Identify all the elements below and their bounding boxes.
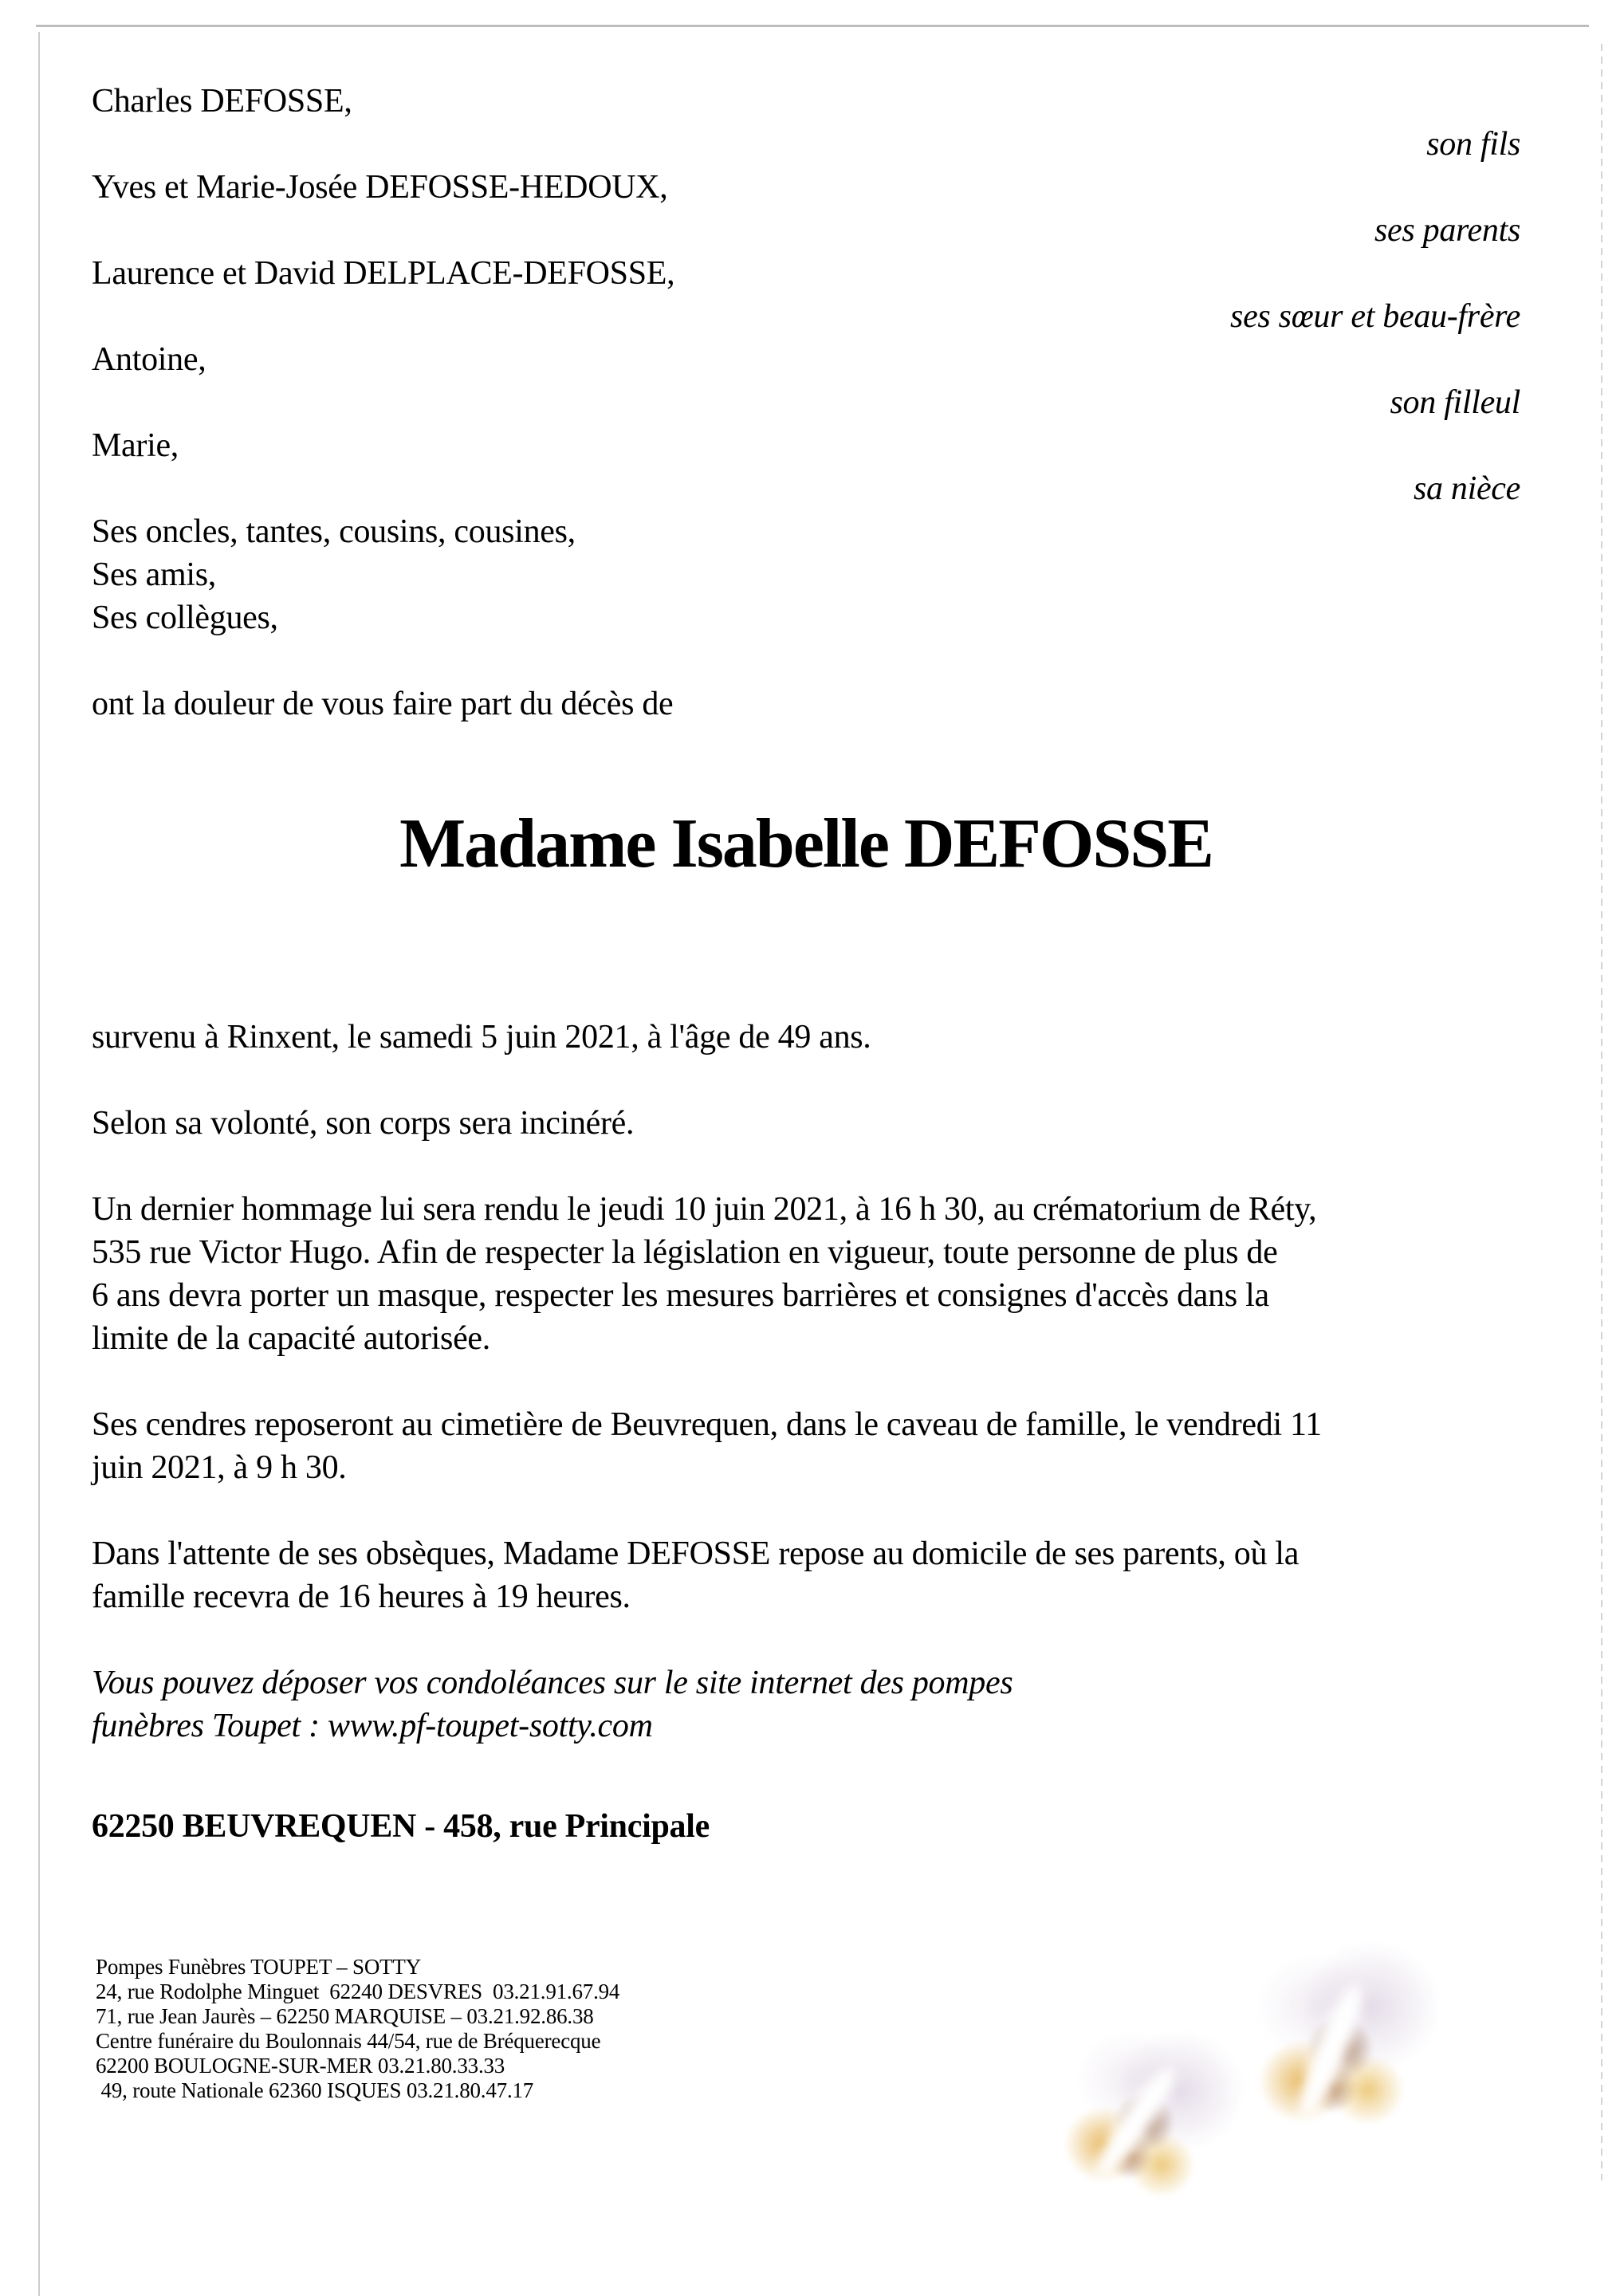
condolences-line: funèbres Toupet : www.pf-toupet-sotty.com <box>92 1708 653 1744</box>
announcer-relation: son fils <box>1426 126 1520 163</box>
scan-edge-top <box>36 25 1589 27</box>
paragraph-line: juin 2021, à 9 h 30. <box>92 1449 347 1486</box>
paragraph-line: Un dernier hommage lui sera rendu le jeudi 10 juin 2021, à 16 h 30, au crématorium de Réty, <box>92 1191 1317 1228</box>
paragraph-line: limite de la capacité autorisée. <box>92 1320 490 1357</box>
funeral-home-address: 24, rue Rodolphe Minguet 62240 DESVRES 03.21.91.67.94 <box>96 1980 620 2003</box>
cremation-wish-paragraph <box>92 1102 1520 1145</box>
funeral-home-footer <box>96 1955 619 2103</box>
flower-decoration-right <box>1225 1936 1448 2169</box>
paragraph-line: famille recevra de 16 heures à 19 heures. <box>92 1578 631 1615</box>
tribute-ceremony-paragraph <box>92 1188 1520 1360</box>
announcement-intro-line: ont la douleur de vous faire part du décès de <box>92 686 674 722</box>
announcer-relation: son filleul <box>1390 384 1520 421</box>
scan-edge-right <box>1601 44 1602 2180</box>
announcer-relation: sa nièce <box>1413 470 1520 507</box>
announcer-name: Antoine, <box>92 341 206 378</box>
announcer-name: Marie, <box>92 427 179 464</box>
paragraph-line: Selon sa volonté, son corps sera incinéré. <box>92 1105 635 1142</box>
announcement-body <box>92 80 1520 1848</box>
funeral-home-address: Centre funéraire du Boulonnais 44/54, rue de Bréquerecque <box>96 2029 601 2053</box>
deceased-name-title: Madame Isabelle DEFOSSE <box>399 805 1213 883</box>
paragraph-line: Dans l'attente de ses obsèques, Madame DEFOSSE repose au domicile de ses parents, où la <box>92 1535 1300 1572</box>
paragraph-line: 535 rue Victor Hugo. Afin de respecter la législation en vigueur, toute personne de plus de <box>92 1234 1278 1271</box>
announcer-name: Laurence et David DELPLACE-DEFOSSE, <box>92 255 675 292</box>
paragraph-line: survenu à Rinxent, le samedi 5 juin 2021, à l'âge de 49 ans. <box>92 1019 871 1056</box>
ashes-resting-paragraph <box>92 1403 1520 1489</box>
death-details-paragraph <box>92 1016 1520 1059</box>
announcer-name: Yves et Marie-Josée DEFOSSE-HEDOUX, <box>92 169 668 206</box>
announcer-name: Charles DEFOSSE, <box>92 83 352 120</box>
funeral-home-name: Pompes Funèbres TOUPET – SOTTY <box>96 1955 422 1979</box>
condolences-line: Vous pouvez déposer vos condoléances sur le site internet des pompes <box>92 1665 1013 1701</box>
funeral-home-address: 62200 BOULOGNE-SUR-MER 03.21.80.33.33 <box>96 2054 505 2078</box>
visitation-paragraph <box>92 1532 1520 1618</box>
funeral-home-address: 71, rue Jean Jaurès – 62250 MARQUISE – 03.21.92.86.38 <box>96 2004 594 2028</box>
family-group-line: Ses collègues, <box>92 600 278 636</box>
announcer-relation: ses sœur et beau-frère <box>1230 298 1520 335</box>
paragraph-line: Ses cendres reposeront au cimetière de Beuvrequen, dans le caveau de famille, le vendredi 11 <box>92 1406 1322 1443</box>
condolences-note <box>92 1661 1520 1748</box>
family-group-line: Ses amis, <box>92 556 216 593</box>
paragraph-line: 6 ans devra porter un masque, respecter les mesures barrières et consignes d'accès dans la <box>92 1277 1269 1314</box>
flower-decoration-left <box>1032 2013 1249 2239</box>
family-group-line: Ses oncles, tantes, cousins, cousines, <box>92 513 576 550</box>
announcer-relation: ses parents <box>1374 212 1520 249</box>
family-address-line: 62250 BEUVREQUEN - 458, rue Principale <box>92 1808 710 1845</box>
funeral-home-address: 49, route Nationale 62360 ISQUES 03.21.80.47.17 <box>96 2078 534 2102</box>
scan-edge-left <box>38 32 40 2296</box>
